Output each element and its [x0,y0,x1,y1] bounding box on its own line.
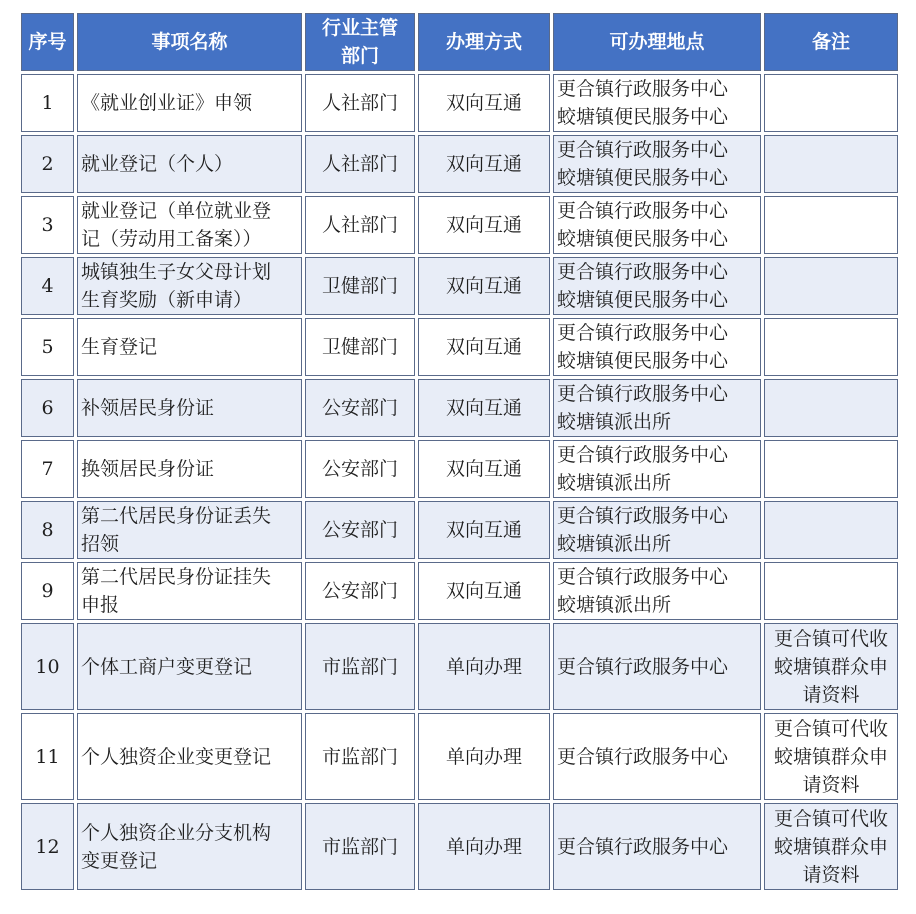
cell-note [764,379,898,437]
cell-place-line: 蛟塘镇便民服务中心 [557,167,729,189]
header-dept-line: 行业主管 [321,17,398,39]
cell-place-line: 蛟塘镇派出所 [557,533,672,555]
cell-name [77,713,302,800]
cell-place [553,713,761,800]
cell-name-line: 就业登记（个人） [81,153,234,175]
cell-no: 2 [21,135,74,193]
cell-name [77,74,302,132]
cell-place [553,196,761,254]
header-dept [305,13,415,71]
table-row [21,803,898,890]
cell-place [553,257,761,315]
cell-note-line: 请资料 [802,773,860,796]
header-name: 事项名称 [77,13,302,71]
cell-method: 双向互通 [418,135,550,193]
cell-note [764,135,898,193]
header-dept-line: 部门 [340,45,379,67]
cell-name [77,257,302,315]
cell-place [553,379,761,437]
header-no: 序号 [21,13,74,71]
table-row [21,440,898,498]
cell-note-line: 蛟塘镇群众申 [773,655,888,678]
cell-place-line: 更合镇行政服务中心 [557,745,729,768]
cell-no: 12 [21,803,74,890]
cell-no: 9 [21,562,74,620]
cell-note [764,623,898,710]
cell-dept: 人社部门 [305,74,415,132]
table-container [18,10,901,893]
cell-no: 4 [21,257,74,315]
cell-method: 单向办理 [418,623,550,710]
cell-place-line: 更合镇行政服务中心 [557,78,729,100]
table-row [21,713,898,800]
cell-note-line: 蛟塘镇群众申 [773,835,888,858]
cell-no: 3 [21,196,74,254]
cell-note-line: 请资料 [802,683,860,706]
cell-place [553,135,761,193]
cell-name-line: 第二代居民身份证丢失 [81,505,272,527]
cell-place-line: 蛟塘镇派出所 [557,411,672,433]
table-row [21,623,898,710]
cell-dept: 市监部门 [305,803,415,890]
table-row [21,196,898,254]
table-row [21,501,898,559]
cell-place-line: 更合镇行政服务中心 [557,505,729,527]
cell-name-line: 《就业创业证》申领 [81,92,253,114]
table-row [21,135,898,193]
cell-place-line: 更合镇行政服务中心 [557,835,729,858]
cell-dept: 人社部门 [305,196,415,254]
table-row [21,562,898,620]
cell-name-line: 城镇独生子女父母计划 [81,261,272,283]
cell-name-line: 个人独资企业分支机构 [81,821,272,844]
cell-note-line: 更合镇可代收 [773,717,888,740]
header-note: 备注 [764,13,898,71]
cell-name-line: 生育奖励（新申请） [81,289,253,311]
cell-method: 双向互通 [418,74,550,132]
cell-dept: 公安部门 [305,501,415,559]
cell-note [764,803,898,890]
cell-name-line: 就业登记（单位就业登 [81,200,272,222]
cell-name [77,501,302,559]
cell-place-line: 蛟塘镇派出所 [557,594,672,616]
cell-note [764,318,898,376]
cell-name-line: 记（劳动用工备案）） [81,228,262,250]
header-row [21,13,898,71]
header-method: 办理方式 [418,13,550,71]
cell-note [764,501,898,559]
cell-dept: 公安部门 [305,440,415,498]
table-row [21,257,898,315]
cell-name-line: 申报 [81,594,120,616]
cell-place [553,803,761,890]
cell-name-line: 变更登记 [81,849,158,872]
cell-dept: 市监部门 [305,713,415,800]
cell-place-line: 更合镇行政服务中心 [557,322,729,344]
cell-name [77,440,302,498]
cell-place-line: 更合镇行政服务中心 [557,139,729,161]
cell-note [764,74,898,132]
cell-method: 双向互通 [418,440,550,498]
cell-note [764,196,898,254]
cell-no: 10 [21,623,74,710]
cell-name-line: 补领居民身份证 [81,397,215,419]
cell-no: 6 [21,379,74,437]
table-row [21,318,898,376]
cell-note-line: 更合镇可代收 [773,807,888,830]
cell-place-line: 更合镇行政服务中心 [557,444,729,466]
cell-no: 11 [21,713,74,800]
cell-name [77,135,302,193]
cell-no: 7 [21,440,74,498]
cell-place [553,623,761,710]
cell-place-line: 蛟塘镇便民服务中心 [557,106,729,128]
cell-no: 8 [21,501,74,559]
cell-dept: 公安部门 [305,379,415,437]
cell-note [764,562,898,620]
table-row [21,379,898,437]
cell-place [553,501,761,559]
cell-name-line: 换领居民身份证 [81,458,215,480]
cell-name [77,196,302,254]
cell-dept: 公安部门 [305,562,415,620]
cell-name-line: 招领 [81,533,120,555]
cell-method: 双向互通 [418,562,550,620]
cell-place-line: 蛟塘镇便民服务中心 [557,289,729,311]
cell-dept: 市监部门 [305,623,415,710]
cell-place-line: 更合镇行政服务中心 [557,655,729,678]
cell-no: 5 [21,318,74,376]
cell-note [764,257,898,315]
cell-no: 1 [21,74,74,132]
cell-name [77,318,302,376]
cell-name [77,562,302,620]
cell-note [764,713,898,800]
cell-method: 单向办理 [418,713,550,800]
cell-name [77,623,302,710]
cell-name [77,379,302,437]
cell-name [77,803,302,890]
cell-note-line: 更合镇可代收 [773,627,888,650]
cell-place-line: 更合镇行政服务中心 [557,261,729,283]
cell-place [553,440,761,498]
cell-method: 双向互通 [418,318,550,376]
cell-name-line: 个人独资企业变更登记 [81,745,272,768]
table-body [21,74,898,890]
cell-place-line: 更合镇行政服务中心 [557,566,729,588]
cell-dept: 卫健部门 [305,257,415,315]
cell-dept: 人社部门 [305,135,415,193]
cell-method: 双向互通 [418,196,550,254]
cell-name-line: 生育登记 [81,336,158,358]
cell-note-line: 请资料 [802,863,860,886]
cell-note [764,440,898,498]
cell-place-line: 蛟塘镇派出所 [557,472,672,494]
cell-method: 双向互通 [418,257,550,315]
cell-method: 双向互通 [418,501,550,559]
cell-name-line: 个体工商户变更登记 [81,655,253,678]
cell-dept: 卫健部门 [305,318,415,376]
cell-method: 单向办理 [418,803,550,890]
services-table [18,10,901,893]
table-row [21,74,898,132]
cell-place-line: 更合镇行政服务中心 [557,383,729,405]
cell-place [553,74,761,132]
cell-place-line: 蛟塘镇便民服务中心 [557,228,729,250]
cell-place-line: 更合镇行政服务中心 [557,200,729,222]
cell-method: 双向互通 [418,379,550,437]
cell-place [553,318,761,376]
cell-name-line: 第二代居民身份证挂失 [81,566,272,588]
cell-note-line: 蛟塘镇群众申 [773,745,888,768]
header-place: 可办理地点 [553,13,761,71]
cell-place-line: 蛟塘镇便民服务中心 [557,350,729,372]
cell-place [553,562,761,620]
